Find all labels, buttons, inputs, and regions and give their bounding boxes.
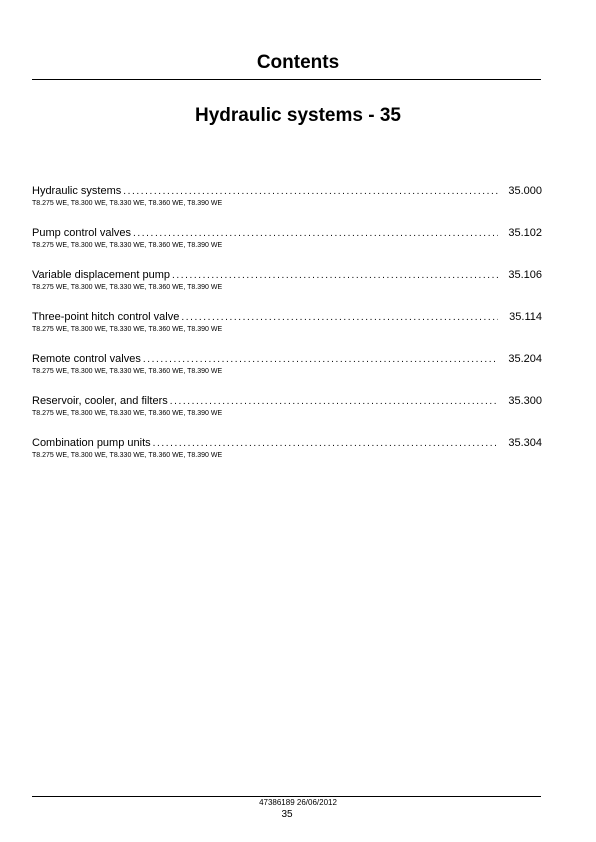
table-of-contents: [32, 184, 542, 478]
dot-leader: [170, 395, 498, 409]
dot-leader: [172, 269, 498, 283]
toc-entry: [32, 268, 542, 310]
toc-entry-title: Pump control valves: [32, 227, 132, 239]
toc-entry-title: Combination pump units: [32, 437, 151, 449]
footer-document-reference: 47386189 26/06/2012: [259, 798, 337, 807]
dot-leader: [153, 437, 498, 451]
toc-entry: [32, 352, 542, 394]
dot-leader: [123, 185, 498, 199]
toc-entry: [32, 436, 542, 478]
toc-entry-title: Reservoir, cooler, and filters: [32, 395, 168, 407]
toc-entry: [32, 184, 542, 226]
toc-link[interactable]: [32, 268, 542, 283]
toc-entry-title: Hydraulic systems: [32, 185, 122, 197]
toc-link[interactable]: [32, 226, 542, 241]
toc-entry-page: 35.106: [508, 269, 542, 281]
toc-entry-models: T8.275 WE, T8.300 WE, T8.330 WE, T8.360 WE, T8.390 WE: [32, 200, 223, 207]
title-divider: [32, 79, 541, 80]
footer-divider: [32, 796, 541, 797]
toc-link[interactable]: [32, 394, 542, 409]
toc-entry-page: 35.304: [508, 437, 542, 449]
footer-page-number: 35: [281, 809, 293, 820]
toc-entry-page: 35.204: [508, 353, 542, 365]
toc-link[interactable]: [32, 436, 542, 451]
toc-link[interactable]: [32, 352, 542, 367]
toc-entry-models: T8.275 WE, T8.300 WE, T8.330 WE, T8.360 WE, T8.390 WE: [32, 410, 223, 417]
toc-entry-title: Remote control valves: [32, 353, 141, 365]
page-title: Contents: [256, 52, 340, 73]
dot-leader: [143, 353, 498, 367]
toc-entry: [32, 226, 542, 268]
toc-entry-models: T8.275 WE, T8.300 WE, T8.330 WE, T8.360 WE, T8.390 WE: [32, 284, 223, 291]
toc-entry: [32, 394, 542, 436]
toc-entry-models: T8.275 WE, T8.300 WE, T8.330 WE, T8.360 WE, T8.390 WE: [32, 326, 223, 333]
toc-link[interactable]: [32, 184, 542, 199]
toc-entry-page: 35.114: [509, 311, 542, 323]
dot-leader: [181, 311, 498, 325]
section-title: Hydraulic systems - 35: [195, 105, 401, 126]
toc-entry-title: Three-point hitch control valve: [32, 311, 180, 323]
dot-leader: [133, 227, 498, 241]
toc-entry-models: T8.275 WE, T8.300 WE, T8.330 WE, T8.360 WE, T8.390 WE: [32, 242, 223, 249]
toc-entry-page: 35.102: [508, 227, 542, 239]
toc-link[interactable]: [32, 310, 542, 325]
toc-entry-models: T8.275 WE, T8.300 WE, T8.330 WE, T8.360 WE, T8.390 WE: [32, 368, 223, 375]
toc-entry-models: T8.275 WE, T8.300 WE, T8.330 WE, T8.360 WE, T8.390 WE: [32, 452, 223, 459]
toc-entry-title: Variable displacement pump: [32, 269, 170, 281]
toc-entry: [32, 310, 542, 352]
toc-entry-page: 35.300: [508, 395, 542, 407]
toc-entry-page: 35.000: [508, 185, 542, 197]
